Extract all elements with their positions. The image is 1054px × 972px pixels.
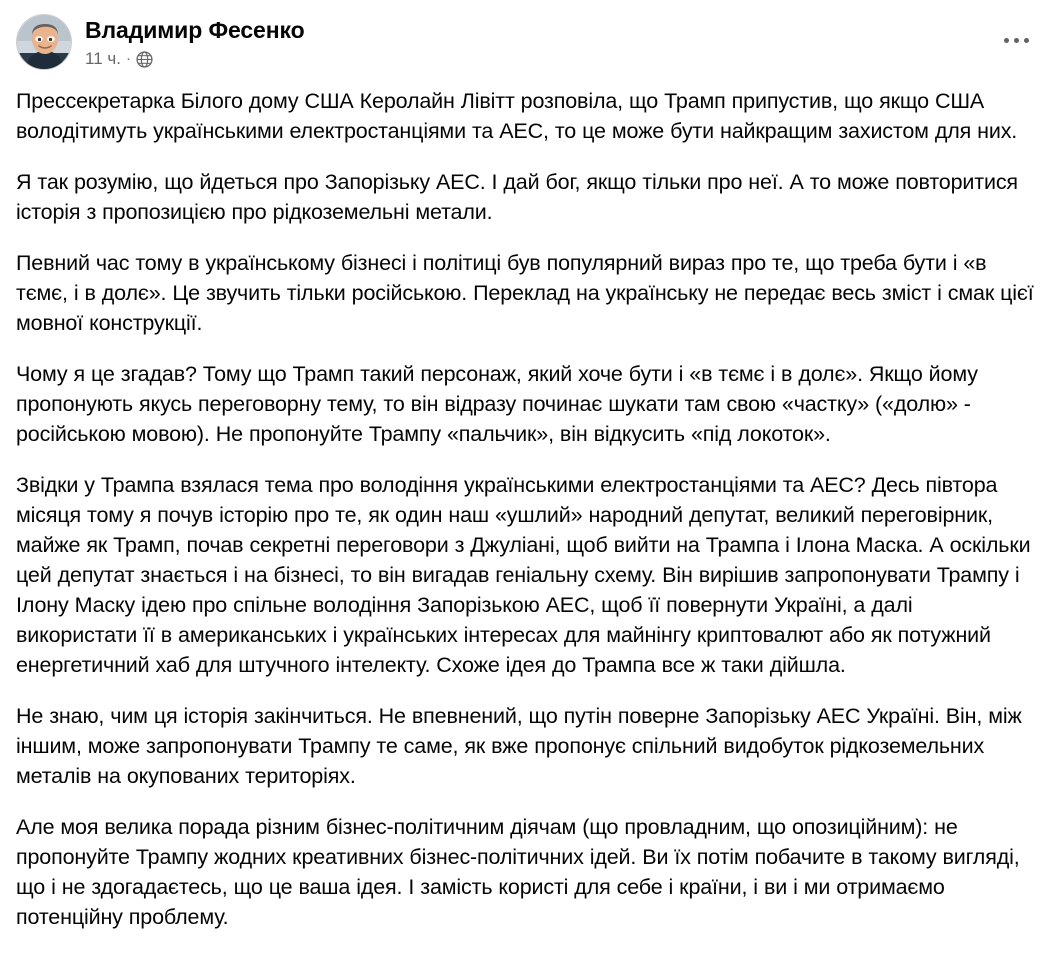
post-paragraph: Чому я це згадав? Тому що Трамп такий персонаж, який хоче бути і «в тємє і в долє». Якщо йому пропонують якусь переговорну тему, то він відразу починає шукати там свою «частку» («долю» - російською мовою). Не пропонуйте Трампу «пальчик», він відкусить «під локоток». bbox=[16, 362, 978, 446]
globe-icon[interactable] bbox=[136, 51, 153, 68]
dot bbox=[1024, 38, 1029, 43]
avatar[interactable] bbox=[16, 14, 72, 70]
meta-separator: · bbox=[125, 50, 131, 67]
dot bbox=[1004, 38, 1009, 43]
post-meta bbox=[85, 49, 305, 69]
post-header-text bbox=[85, 14, 305, 69]
author-name[interactable]: Владимир Фесенко bbox=[85, 17, 305, 43]
dot bbox=[1014, 38, 1019, 43]
post-paragraph: Прессекретарка Білого дому США Керолайн Лівітт розповіла, що Трамп припустив, що якщо США володітимуть українськими електростанціями та АЕС, то це може бути найкращим захистом для них. bbox=[16, 89, 1018, 143]
post-timestamp[interactable]: 11 ч. bbox=[85, 49, 121, 68]
post-paragraph: Я так розумію, що йдеться про Запорізьку АЕС. І дай бог, якщо тільки про неї. А то може повторитися історія з пропозицією про рідкоземельні метали. bbox=[16, 170, 1018, 224]
post-paragraph: Не знаю, чим ця історія закінчиться. Не впевнений, що путін поверне Запорізьку АЕС Україні. Він, між іншим, може запропонувати Трампу те саме, як вже пропонує спільний видобуток рідкоземельних металів на окупованих територіях. bbox=[16, 704, 1022, 788]
post-paragraph: Але моя велика порада різним бізнес-політичним діячам (що провладним, що опозиційним): не пропонуйте Трампу жодних креативних бізнес-політичних ідей. Ви їх потім побачите в такому вигляді, що і не здогадаєтесь, що це ваша ідея. І замість користі для себе і країни, і ви і ми отримаємо потенційну проблему. bbox=[16, 815, 1020, 929]
post-body bbox=[0, 76, 1054, 946]
more-options-icon[interactable] bbox=[998, 22, 1034, 58]
post-paragraph: Звідки у Трампа взялася тема про володіння українськими електростанціями та АЕС? Десь півтора місяця тому я почув історію про те, як один наш «ушлий» народний депутат, великий переговірник, майже як Трамп, почав секретні переговори з Джуліані, щоб вийти на Трампа і Ілона Маска. А оскільки цей депутат знається і на бізнесі, то він вигадав геніальну схему. Він вирішив запропонувати Трампу і Ілону Маску ідею про спільне володіння Запорізькою АЕС, щоб її повернути Україні, а далі використати її в американських і українських інтересах для майнінгу криптовалют або як потужний енергетичний хаб для штучного інтелекту. Схоже ідея до Трампа все ж таки дійшла. bbox=[16, 473, 1031, 677]
post-paragraph: Певний час тому в українському бізнесі і політиці був популярний вираз про те, що треба бути і «в тємє, і в долє». Це звучить тільки російською. Переклад на українську не передає весь зміст і смак цієї мовної конструкції. bbox=[16, 251, 1034, 335]
post-header bbox=[0, 0, 1054, 76]
